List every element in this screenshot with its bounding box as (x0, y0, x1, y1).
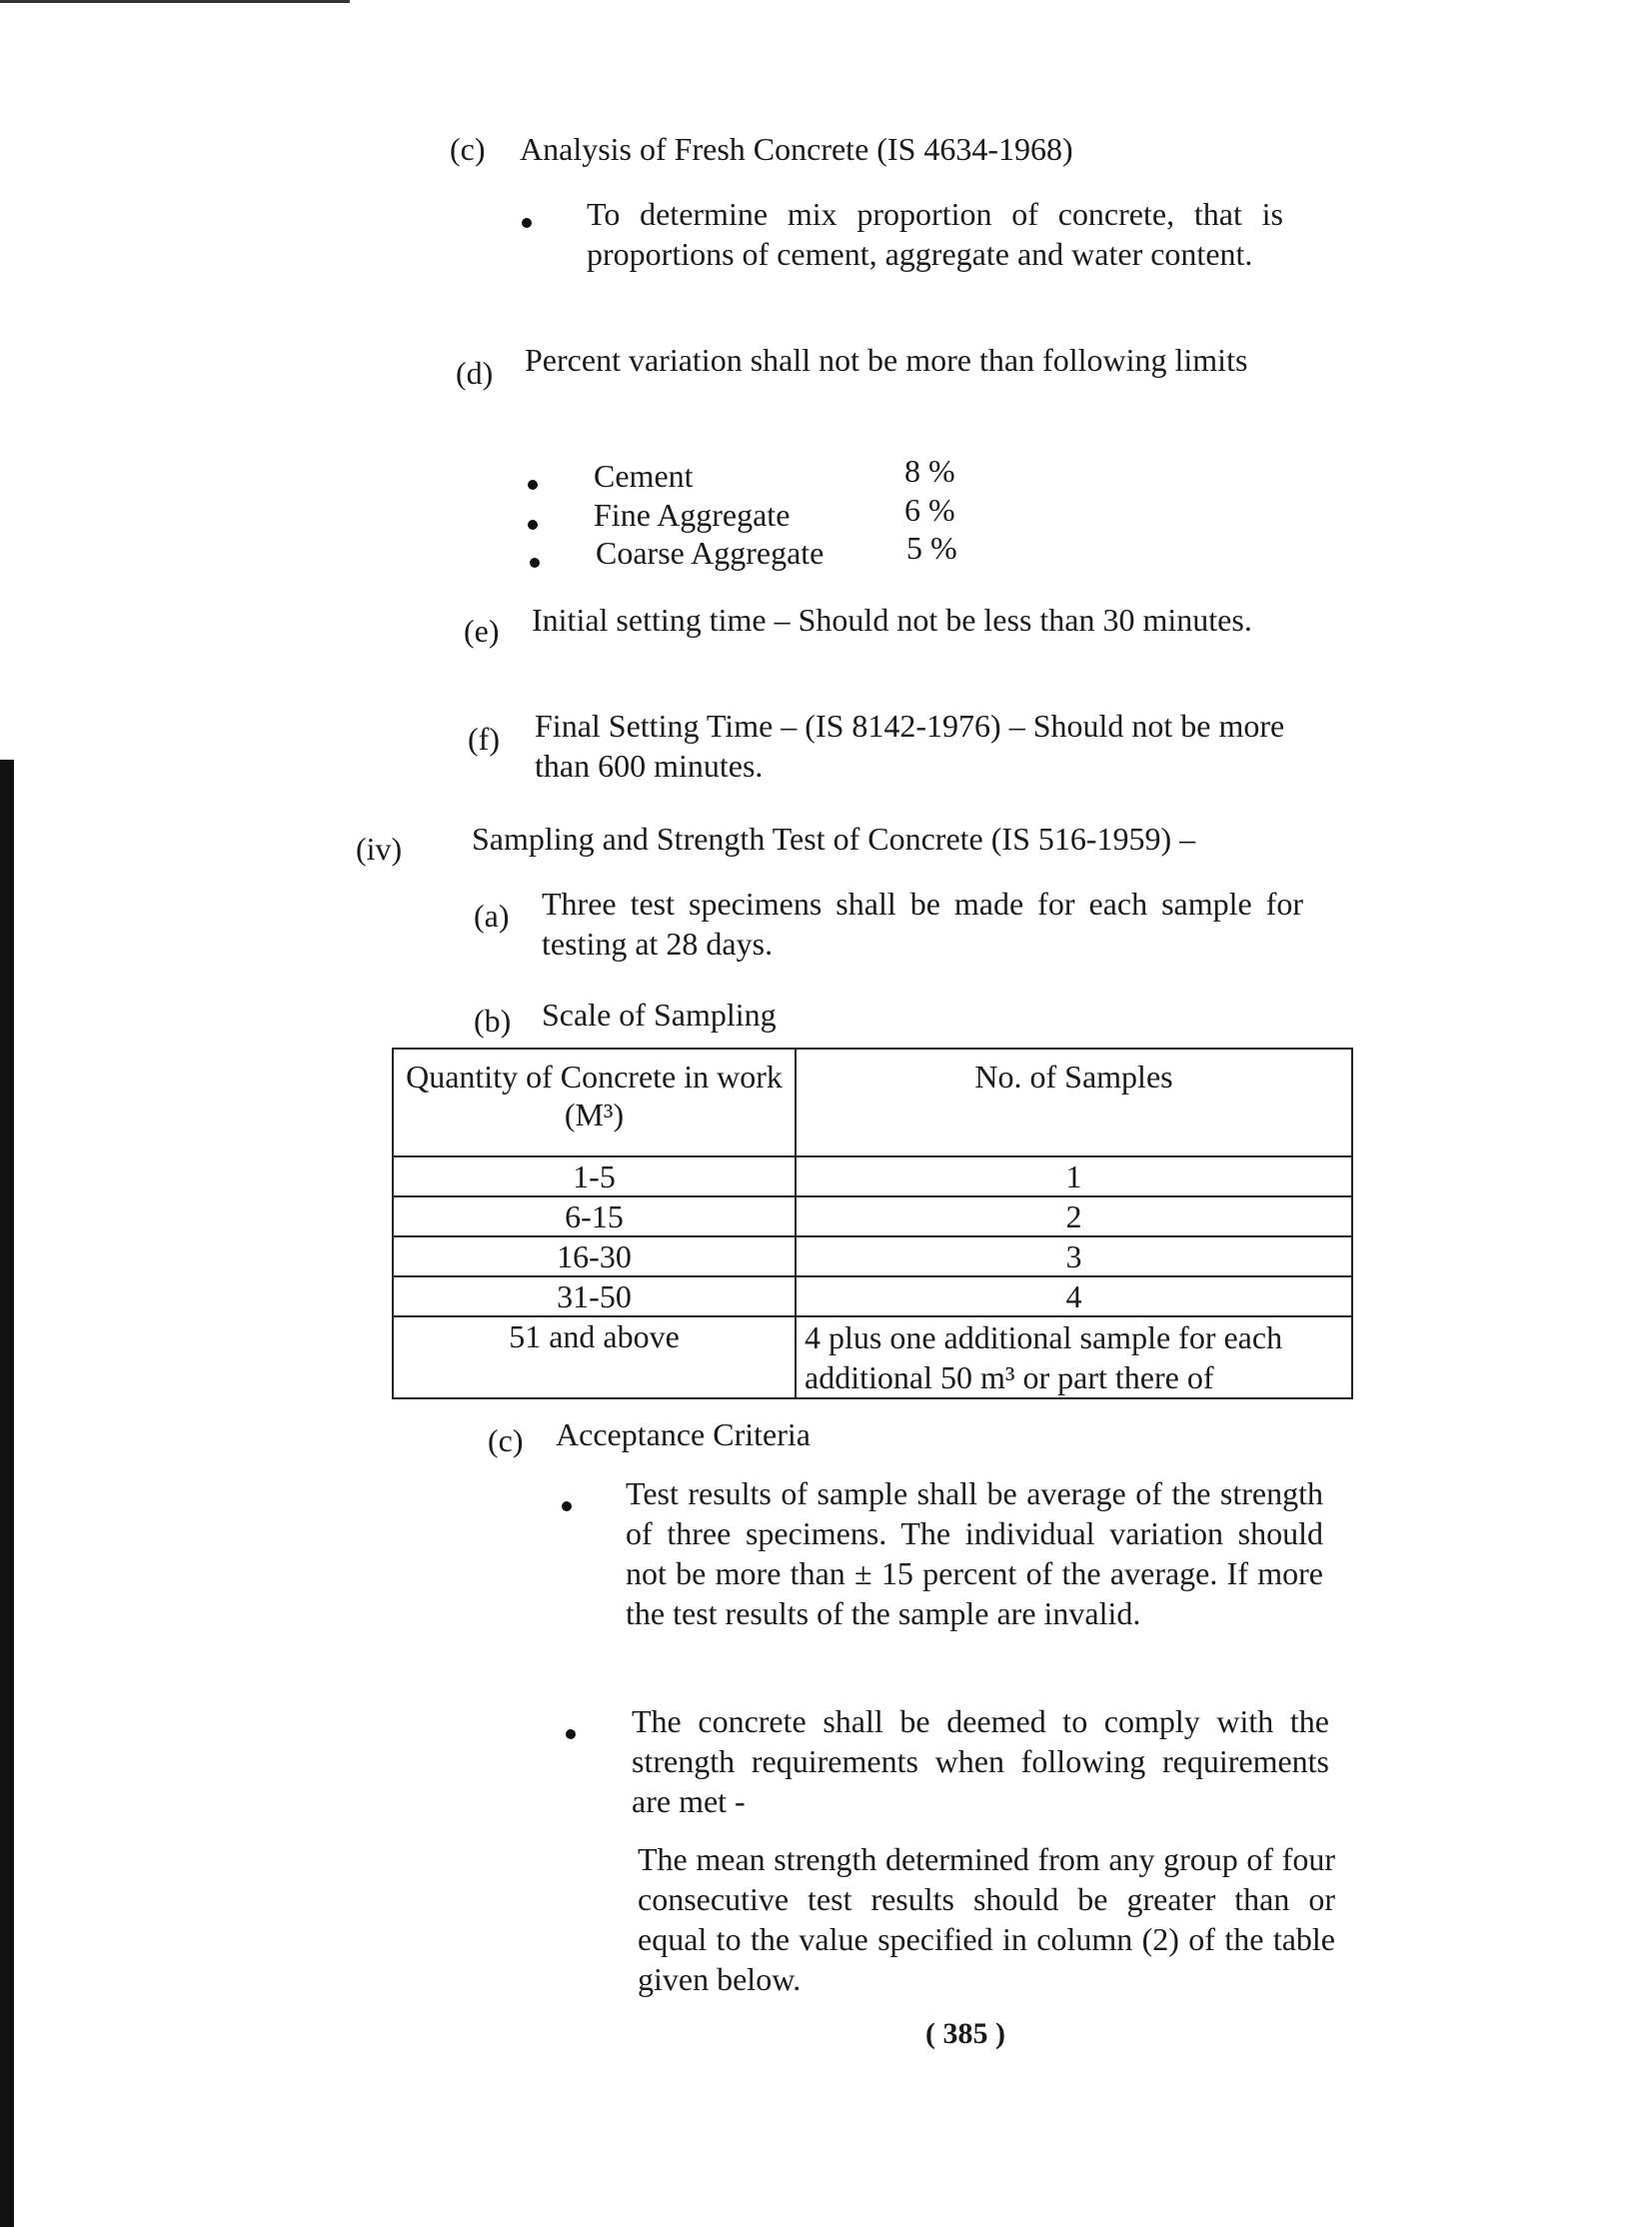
section-iv-label: (iv) (356, 831, 403, 867)
table-row (393, 1196, 1352, 1236)
section-c-bullet: To determine mix proportion of concrete, that is proportions of cement, aggregate and water content. (587, 196, 1283, 272)
section-f-text: Final Setting Time – (IS 8142-1976) – Should not be more than 600 minutes. (535, 708, 1285, 784)
section-iv-b-text: Scale of Sampling (542, 997, 777, 1033)
table-cell: 31-50 (393, 1276, 796, 1316)
limit-value: 8 % (904, 453, 955, 489)
limit-value: 6 % (904, 492, 955, 528)
section-d-text: Percent variation shall not be more than following limits (525, 342, 1248, 378)
scan-edge-top (0, 0, 350, 3)
table-cell: 4 plus one additional sample for each additional 50 m³ or part there of (796, 1316, 1352, 1398)
bullet-icon (528, 520, 538, 530)
section-iv-a-text: Three test specimens shall be made for each sample for testing at 28 days. (542, 886, 1303, 962)
table-row (393, 1236, 1352, 1276)
acceptance-bullet-1: Test results of sample shall be average of the strength of three specimens. The individual variation should not be more than ± 15 percent of the average. If more the test results of the sample are invalid. (626, 1475, 1323, 1631)
table-row (393, 1276, 1352, 1316)
bullet-icon (562, 1501, 572, 1511)
table-cell: 4 (796, 1276, 1352, 1316)
table-cell: 51 and above (393, 1316, 796, 1398)
section-e-label: (e) (464, 613, 500, 649)
table-cell: 16-30 (393, 1236, 796, 1276)
limit-name: Coarse Aggregate (596, 535, 825, 571)
table-cell: 2 (796, 1196, 1352, 1236)
section-iv-a-label: (a) (474, 898, 510, 934)
section-iv-title: Sampling and Strength Test of Concrete (IS 516-1959) – (472, 821, 1196, 857)
table-cell: 3 (796, 1236, 1352, 1276)
table-cell: 6-15 (393, 1196, 796, 1236)
section-e-text: Initial setting time – Should not be less than 30 minutes. (532, 602, 1252, 638)
limit-name: Cement (594, 458, 694, 494)
acceptance-title: Acceptance Criteria (556, 1416, 811, 1452)
scan-edge-left (0, 760, 14, 2227)
acceptance-label: (c) (488, 1422, 524, 1458)
limit-value: 5 % (906, 530, 957, 566)
bullet-icon (528, 480, 538, 490)
section-c-title: Analysis of Fresh Concrete (IS 4634-1968) (520, 131, 1073, 167)
bullet-icon (530, 558, 540, 568)
sampling-table (392, 1048, 1353, 1399)
acceptance-paragraph: The mean strength determined from any group of four consecutive test results should be greater than or equal to the value specified in column (2) of the table given below. (638, 1841, 1335, 1997)
section-f-label: (f) (468, 721, 500, 757)
section-iv-b-label: (b) (474, 1003, 512, 1039)
table-header-cell: No. of Samples (796, 1049, 1352, 1156)
page-number: ( 385 ) (925, 2017, 1005, 2050)
table-cell: 1-5 (393, 1156, 796, 1196)
acceptance-bullet-2: The concrete shall be deemed to comply with the strength requirements when following requirements are met - (632, 1703, 1329, 1819)
section-d-label: (d) (456, 355, 494, 391)
section-c-label: (c) (450, 131, 486, 167)
limit-name: Fine Aggregate (594, 497, 791, 533)
table-row (393, 1316, 1352, 1398)
table-header-row (393, 1049, 1352, 1156)
table-cell: 1 (796, 1156, 1352, 1196)
bullet-icon (566, 1729, 576, 1739)
table-header-cell: Quantity of Concrete in work (M³) (393, 1049, 796, 1156)
bullet-icon (522, 218, 532, 228)
table-row (393, 1156, 1352, 1196)
